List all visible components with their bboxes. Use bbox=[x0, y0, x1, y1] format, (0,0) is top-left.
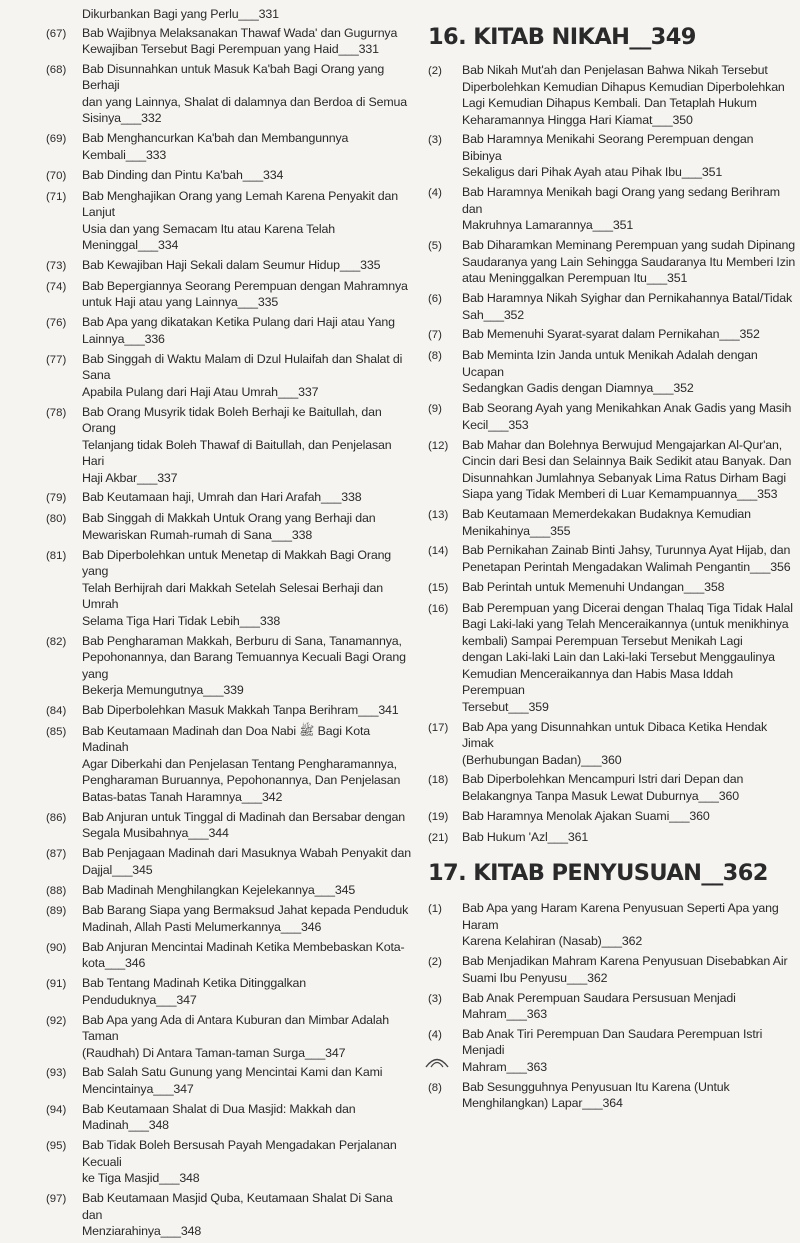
item-line: Bab Apa yang Disunnahkan untuk Dibaca Ketika Hendak Jimak bbox=[462, 719, 768, 751]
item-line: Madinah, Allah Pasti Melumerkannya___346 bbox=[82, 919, 322, 934]
item-line: Bab Diperbolehkan Mencampuri Istri dari Depan dan bbox=[462, 772, 744, 787]
item-title bbox=[82, 314, 416, 347]
item-line: Karena Kelahiran (Nasab)___362 bbox=[462, 934, 643, 949]
item-line: Siapa yang Tidak Memberi di Luar Kemampuannya___353 bbox=[462, 487, 778, 502]
item-line: Bab Hukum 'Azl___361 bbox=[462, 829, 589, 844]
penyusuan-entry-list bbox=[428, 900, 796, 1112]
item-title bbox=[82, 489, 416, 506]
item-number: (70) bbox=[46, 169, 67, 182]
item-line: Bab Perintah untuk Memenuhi Undangan___358 bbox=[462, 579, 725, 594]
item-line: Makruhnya Lamarannya___351 bbox=[462, 218, 634, 233]
item-number: (82) bbox=[46, 635, 67, 648]
item-number: (13) bbox=[428, 509, 449, 522]
item-title bbox=[82, 1137, 416, 1187]
list-item bbox=[46, 1190, 416, 1240]
item-title bbox=[82, 351, 416, 401]
item-number: (80) bbox=[46, 513, 67, 526]
item-number: (17) bbox=[428, 721, 449, 734]
item-line: Menikahinya___355 bbox=[462, 523, 571, 538]
item-line: Cincin dari Besi dan Selainnya Baik Sedikit atau Banyak. Dan bbox=[462, 454, 792, 469]
item-number: (74) bbox=[46, 280, 67, 293]
section-heading-penyusuan: 17. KITAB PENYUSUAN__362 bbox=[428, 860, 768, 887]
item-line: Bab Bepergiannya Seorang Perempuan dengan Mahramnya bbox=[82, 278, 408, 293]
item-line: Bab Apa yang Haram Karena Penyusuan Seperti Apa yang Haram bbox=[462, 901, 779, 932]
item-line: Telah Berhijrah dari Makkah Setelah Selesai Berhaji dan Umrah bbox=[82, 580, 384, 612]
item-line: Bab Kewajiban Haji Sekali dalam Seumur Hidup___335 bbox=[82, 257, 381, 272]
item-line: Kewajiban Tersebut Bagi Perempuan yang Haid___331 bbox=[82, 42, 379, 56]
list-item bbox=[46, 257, 416, 275]
item-number: (6) bbox=[428, 293, 442, 306]
item-line: Sekaligus dari Pihak Ayah atau Pihak Ibu___351 bbox=[462, 165, 723, 180]
item-line: Bab Haramnya Menolak Ajakan Suami___360 bbox=[462, 808, 710, 823]
item-line: Bab Perempuan yang Dicerai dengan Thalaq Tiga Tidak Halal bbox=[462, 600, 793, 615]
item-number: (2) bbox=[428, 956, 442, 969]
item-number: (81) bbox=[46, 549, 67, 562]
list-item bbox=[428, 719, 796, 769]
item-line: Bab Meminta Izin Janda untuk Menikah Adalah dengan Ucapan bbox=[462, 348, 758, 379]
item-number: (15) bbox=[428, 581, 449, 594]
list-item bbox=[428, 808, 796, 826]
item-line: Kecil___353 bbox=[462, 417, 529, 432]
item-title bbox=[82, 633, 416, 699]
item-line: Mewariskan Rumah-rumah di Sana___338 bbox=[82, 527, 313, 542]
item-title bbox=[462, 953, 796, 986]
item-number: (21) bbox=[428, 831, 449, 844]
item-number: (8) bbox=[428, 350, 442, 363]
item-number: (89) bbox=[46, 905, 67, 918]
item-title bbox=[82, 1190, 416, 1240]
item-number: (71) bbox=[46, 190, 67, 203]
list-item bbox=[428, 62, 796, 128]
item-number: (77) bbox=[46, 353, 67, 366]
item-title bbox=[462, 326, 796, 343]
list-item bbox=[428, 326, 796, 344]
item-line: Sah___352 bbox=[462, 307, 525, 322]
list-item bbox=[46, 188, 416, 254]
item-line: Usia dan yang Semacam Itu atau Karena Telah Meninggal___334 bbox=[82, 221, 335, 253]
item-title bbox=[462, 579, 796, 596]
item-line: Bab Madinah Menghilangkan Kejelekannya___345 bbox=[82, 882, 356, 897]
item-title bbox=[82, 845, 416, 878]
list-item bbox=[46, 6, 416, 23]
list-item bbox=[46, 130, 416, 163]
list-item bbox=[428, 771, 796, 804]
item-title bbox=[462, 1079, 796, 1112]
list-item bbox=[428, 290, 796, 323]
list-item bbox=[428, 131, 796, 181]
section-heading-nikah: 16. KITAB NIKAH__349 bbox=[428, 24, 696, 50]
item-line: Bab Seorang Ayah yang Menikahkan Anak Gadis yang Masih bbox=[462, 401, 792, 416]
item-line: Bab Anjuran Mencintai Madinah Ketika Membebaskan Kota- bbox=[82, 939, 405, 954]
item-number: (18) bbox=[428, 774, 449, 787]
item-number: (5) bbox=[428, 240, 442, 253]
list-item bbox=[428, 953, 796, 986]
item-line: Bab Anak Tiri Perempuan Dan Saudara Perempuan Istri Menjadi bbox=[462, 1026, 763, 1058]
item-number: (4) bbox=[428, 1028, 442, 1041]
item-title bbox=[82, 278, 416, 311]
item-title bbox=[82, 130, 416, 163]
item-line: Bab Haramnya Nikah Syighar dan Pernikahannya Batal/Tidak bbox=[462, 291, 793, 306]
item-number: (84) bbox=[46, 704, 67, 717]
item-title bbox=[462, 290, 796, 323]
list-item bbox=[428, 600, 796, 716]
item-number: (95) bbox=[46, 1140, 67, 1153]
item-title bbox=[462, 990, 796, 1023]
left-entry-list bbox=[46, 25, 416, 1240]
list-item bbox=[46, 939, 416, 972]
item-number: (7) bbox=[428, 329, 442, 342]
item-line: Dajjal___345 bbox=[82, 862, 153, 877]
item-line: Segala Musibahnya___344 bbox=[82, 826, 229, 841]
item-title bbox=[462, 237, 796, 287]
item-title bbox=[462, 437, 796, 503]
item-line: Bab Tidak Boleh Bersusah Payah Mengadakan Perjalanan Kecuali bbox=[82, 1138, 397, 1169]
item-title bbox=[462, 62, 796, 128]
item-line: Disunnahkan Jumlahnya Sebanyak Lima Ratus Dirham Bagi bbox=[462, 470, 787, 485]
item-line: Agar Diberkahi dan Penjelasan Tentang Pengharamannya, bbox=[82, 756, 397, 771]
item-line: Bab Menghajikan Orang yang Lemah Karena Penyakit dan Lanjut bbox=[82, 188, 398, 220]
item-title bbox=[82, 547, 416, 630]
item-line: Bab Keutamaan Masjid Quba, Keutamaan Shalat Di Sana dan bbox=[82, 1191, 393, 1222]
item-line: Belakangnya Tanpa Masuk Lewat Duburnya___360 bbox=[462, 788, 739, 803]
list-item bbox=[428, 506, 796, 539]
list-item bbox=[46, 902, 416, 935]
item-line: Mencintainya___347 bbox=[82, 1081, 194, 1096]
item-line: Haji Akbar___337 bbox=[82, 470, 178, 485]
item-line: Bab Salah Satu Gunung yang Mencintai Kami dan Kami bbox=[82, 1065, 383, 1080]
item-line: Bab Anjuran untuk Tinggal di Madinah dan Bersabar dengan bbox=[82, 809, 405, 824]
item-title bbox=[462, 829, 796, 846]
item-line: Bab Singgah di Makkah Untuk Orang yang Berhaji dan bbox=[82, 511, 376, 526]
list-item bbox=[46, 1064, 416, 1097]
list-item bbox=[428, 829, 796, 847]
list-item bbox=[46, 809, 416, 842]
item-number: (93) bbox=[46, 1067, 67, 1080]
left-column bbox=[46, 6, 416, 1243]
list-item bbox=[46, 404, 416, 487]
item-line: Pepohonannya, dan Barang Temuannya Kecuali Bagi Orang yang bbox=[82, 650, 406, 681]
item-title bbox=[82, 404, 416, 487]
item-line: Suami Ibu Penyusu___362 bbox=[462, 970, 608, 985]
item-line: Sedangkan Gadis dengan Diamnya___352 bbox=[462, 381, 694, 396]
nikah-entry-list bbox=[428, 62, 796, 846]
list-item bbox=[428, 437, 796, 503]
item-number: (88) bbox=[46, 884, 67, 897]
list-item bbox=[428, 579, 796, 597]
item-line: Bab Keutamaan Memerdekakan Budaknya Kemudian bbox=[462, 507, 751, 522]
list-item bbox=[46, 723, 416, 806]
item-number: (9) bbox=[428, 403, 442, 416]
item-line: Bab Memenuhi Syarat-syarat dalam Pernikahan___352 bbox=[462, 327, 760, 342]
item-number: (12) bbox=[428, 439, 449, 452]
item-number: (4) bbox=[428, 187, 442, 200]
continuation-text: Dikurbankan Bagi yang Perlu___331 bbox=[82, 7, 279, 21]
list-item bbox=[428, 1079, 796, 1112]
item-line: Bab Diperbolehkan Masuk Makkah Tanpa Berihram___341 bbox=[82, 702, 399, 717]
item-line: Bab Keutamaan Madinah dan Doa Nabi ﷺ Bagi Kota Madinah bbox=[82, 723, 371, 755]
list-item bbox=[46, 1137, 416, 1187]
item-line: Bab Nikah Mut'ah dan Penjelasan Bahwa Nikah Tersebut bbox=[462, 63, 768, 77]
item-line: ke Tiga Masjid___348 bbox=[82, 1171, 200, 1186]
list-item bbox=[46, 351, 416, 401]
item-line: Keharamannya Hingga Hari Kiamat___350 bbox=[462, 112, 693, 127]
item-line: Bab Mahar dan Bolehnya Berwujud Mengajarkan Al-Qur'an, bbox=[462, 437, 783, 452]
list-item bbox=[428, 237, 796, 287]
item-line: Bab Keutamaan Shalat di Dua Masjid: Makkah dan Madinah___348 bbox=[82, 1101, 356, 1133]
item-title bbox=[462, 400, 796, 433]
item-line: Mahram___363 bbox=[462, 1059, 547, 1074]
item-title bbox=[82, 510, 416, 543]
item-line: Bab Diperbolehkan untuk Menetap di Makkah Bagi Orang yang bbox=[82, 547, 392, 579]
item-title bbox=[462, 542, 796, 575]
item-number: (92) bbox=[46, 1014, 67, 1027]
item-number: (86) bbox=[46, 811, 67, 824]
item-line: Bab Wajibnya Melaksanakan Thawaf Wada' dan Gugurnya bbox=[82, 25, 398, 40]
item-title bbox=[462, 719, 796, 769]
list-item bbox=[46, 278, 416, 311]
item-line: Bab Haramnya Menikahi Seorang Perempuan dengan Bibinya bbox=[462, 132, 754, 163]
item-number: (1) bbox=[428, 903, 442, 916]
item-number: (67) bbox=[46, 27, 67, 40]
item-line: dengan Laki-laki Lain dan Laki-laki Tersebut Menggaulinya bbox=[462, 650, 775, 665]
item-line: Bab Anak Perempuan Saudara Persusuan Menjadi Mahram___363 bbox=[462, 990, 736, 1022]
list-item bbox=[46, 61, 416, 127]
item-line: Bab Pengharaman Makkah, Berburu di Sana, Tanamannya, bbox=[82, 633, 402, 648]
item-title bbox=[82, 188, 416, 254]
list-item bbox=[46, 633, 416, 699]
list-item bbox=[428, 542, 796, 575]
item-title bbox=[82, 902, 416, 935]
item-line: atau Meninggalkan Perempuan Itu___351 bbox=[462, 271, 688, 286]
item-line: Bab Barang Siapa yang Bermaksud Jahat kepada Penduduk bbox=[82, 903, 409, 918]
item-title bbox=[82, 25, 416, 58]
item-line: Apabila Pulang dari Haji Atau Umrah___337 bbox=[82, 384, 319, 399]
item-line: Bab Diharamkan Meminang Perempuan yang sudah Dipinang bbox=[462, 238, 795, 253]
item-line: Bab Menghancurkan Ka'bah dan Membangunnya Kembali___333 bbox=[82, 131, 349, 162]
list-item bbox=[46, 1012, 416, 1062]
item-line: untuk Haji atau yang Lainnya___335 bbox=[82, 295, 279, 310]
item-number: (87) bbox=[46, 848, 67, 861]
list-item bbox=[46, 314, 416, 347]
item-title bbox=[462, 771, 796, 804]
item-line: Saudaranya yang Lain Sehingga Saudaranya Itu Memberi Izin bbox=[462, 254, 796, 269]
item-line: Bab Penjagaan Madinah dari Masuknya Wabah Penyakit dan bbox=[82, 846, 411, 861]
list-item bbox=[428, 990, 796, 1023]
list-item bbox=[46, 510, 416, 543]
item-number: (8) bbox=[428, 1081, 442, 1094]
item-number: (3) bbox=[428, 134, 442, 147]
item-title bbox=[462, 131, 796, 181]
item-line: kota___346 bbox=[82, 956, 146, 971]
item-line: Bagi Laki-laki yang Telah Menceraikannya (untuk menikhinya bbox=[462, 617, 789, 632]
list-item bbox=[46, 1101, 416, 1134]
item-number: (85) bbox=[46, 725, 67, 738]
list-item bbox=[46, 489, 416, 507]
item-line: dan yang Lainnya, Shalat di dalamnya dan Berdoa di Semua bbox=[82, 94, 408, 109]
item-line: Telanjang tidak Boleh Thawaf di Baitullah, dan Penjelasan Hari bbox=[82, 437, 392, 469]
item-line: Penetapan Perintah Mengadakan Walimah Pengantin___356 bbox=[462, 559, 791, 574]
item-line: Bab Apa yang dikatakan Ketika Pulang dari Haji atau Yang bbox=[82, 315, 395, 330]
item-line: Batas-batas Tanah Haramnya___342 bbox=[82, 789, 283, 804]
item-line: Menziarahinya___348 bbox=[82, 1224, 202, 1239]
item-title bbox=[462, 600, 796, 716]
item-number: (91) bbox=[46, 978, 67, 991]
item-line: Bab Haramnya Menikah bagi Orang yang sedang Berihram dan bbox=[462, 185, 780, 216]
item-line: (Raudhah) Di Antara Taman-taman Surga___347 bbox=[82, 1045, 346, 1060]
item-line: Bab Menjadikan Mahram Karena Penyusuan Disebabkan Air bbox=[462, 954, 788, 969]
item-line: (Berhubungan Badan)___360 bbox=[462, 752, 622, 767]
item-title bbox=[82, 939, 416, 972]
item-line: Pengharaman Buruannya, Pepohonannya, Dan Penjelasan bbox=[82, 773, 401, 788]
item-title bbox=[462, 808, 796, 825]
item-line: Lagi Kemudian Dihapus Kembali. Dan Tetaplah Hukum bbox=[462, 96, 757, 110]
ornament-icon bbox=[424, 1054, 450, 1068]
item-number: (73) bbox=[46, 259, 67, 272]
item-title bbox=[462, 347, 796, 397]
item-title bbox=[82, 257, 416, 274]
item-line: Bab Dinding dan Pintu Ka'bah___334 bbox=[82, 167, 284, 182]
item-number: (16) bbox=[428, 602, 449, 615]
list-item bbox=[46, 882, 416, 900]
item-title bbox=[82, 167, 416, 184]
item-line: Bab Disunnahkan untuk Masuk Ka'bah Bagi Orang yang Berhaji bbox=[82, 61, 385, 93]
item-line: Diperbolehkan Kemudian Dihapus Kemudian Diperbolehkan bbox=[462, 79, 785, 94]
list-item bbox=[428, 900, 796, 950]
item-number: (76) bbox=[46, 317, 67, 330]
item-number: (78) bbox=[46, 406, 67, 419]
item-number: (3) bbox=[428, 992, 442, 1005]
item-title bbox=[82, 809, 416, 842]
item-line: Bab Singgah di Waktu Malam di Dzul Hulaifah dan Shalat di Sana bbox=[82, 351, 403, 383]
item-number: (2) bbox=[428, 65, 442, 77]
item-line: Bab Sesungguhnya Penyusuan Itu Karena (Untuk bbox=[462, 1079, 730, 1094]
item-line: Bab Pernikahan Zainab Binti Jahsy, Turunnya Ayat Hijab, dan bbox=[462, 543, 791, 558]
item-title bbox=[82, 723, 416, 806]
item-line: Bekerja Memungutnya___339 bbox=[82, 683, 244, 698]
item-title bbox=[82, 61, 416, 127]
item-title bbox=[462, 900, 796, 950]
item-number: (69) bbox=[46, 133, 67, 146]
right-column bbox=[428, 22, 796, 1115]
item-number: (14) bbox=[428, 545, 449, 558]
item-title bbox=[82, 1012, 416, 1062]
list-item bbox=[46, 547, 416, 630]
item-line: Selama Tiga Hari Tidak Lebih___338 bbox=[82, 613, 281, 628]
item-line: Sisinya___332 bbox=[82, 111, 162, 126]
list-item bbox=[428, 184, 796, 234]
item-line: Bab Orang Musyrik tidak Boleh Berhaji ke Baitullah, dan Orang bbox=[82, 404, 382, 436]
item-number: (94) bbox=[46, 1103, 67, 1116]
item-title bbox=[82, 1064, 416, 1097]
item-line: Menghilangkan) Lapar___364 bbox=[462, 1096, 623, 1111]
item-number: (97) bbox=[46, 1193, 67, 1206]
item-line: Tersebut___359 bbox=[462, 699, 549, 714]
item-number: (19) bbox=[428, 810, 449, 823]
list-item bbox=[46, 845, 416, 878]
item-line: Bab Apa yang Ada di Antara Kuburan dan Mimbar Adalah Taman bbox=[82, 1012, 390, 1044]
item-title bbox=[82, 975, 416, 1008]
item-title bbox=[462, 506, 796, 539]
item-line: Bab Tentang Madinah Ketika Ditinggalkan Penduduknya___347 bbox=[82, 976, 306, 1007]
item-number: (68) bbox=[46, 63, 67, 76]
list-item bbox=[46, 25, 416, 58]
item-title bbox=[82, 1101, 416, 1134]
list-item bbox=[46, 167, 416, 185]
item-line: kembali) Sampai Perempuan Tersebut Menikah Lagi bbox=[462, 633, 743, 648]
item-number: (79) bbox=[46, 492, 67, 505]
list-item bbox=[46, 975, 416, 1008]
item-line: Bab Keutamaan haji, Umrah dan Hari Arafah___338 bbox=[82, 490, 362, 505]
item-title bbox=[82, 702, 416, 719]
list-item bbox=[428, 400, 796, 433]
list-item bbox=[428, 347, 796, 397]
item-line: Lainnya___336 bbox=[82, 331, 165, 346]
list-item bbox=[46, 702, 416, 720]
item-line: Kemudian Menceraikannya dan Habis Masa Iddah Perempuan bbox=[462, 666, 733, 698]
item-number: (90) bbox=[46, 941, 67, 954]
item-title bbox=[82, 882, 416, 899]
item-title bbox=[462, 184, 796, 234]
